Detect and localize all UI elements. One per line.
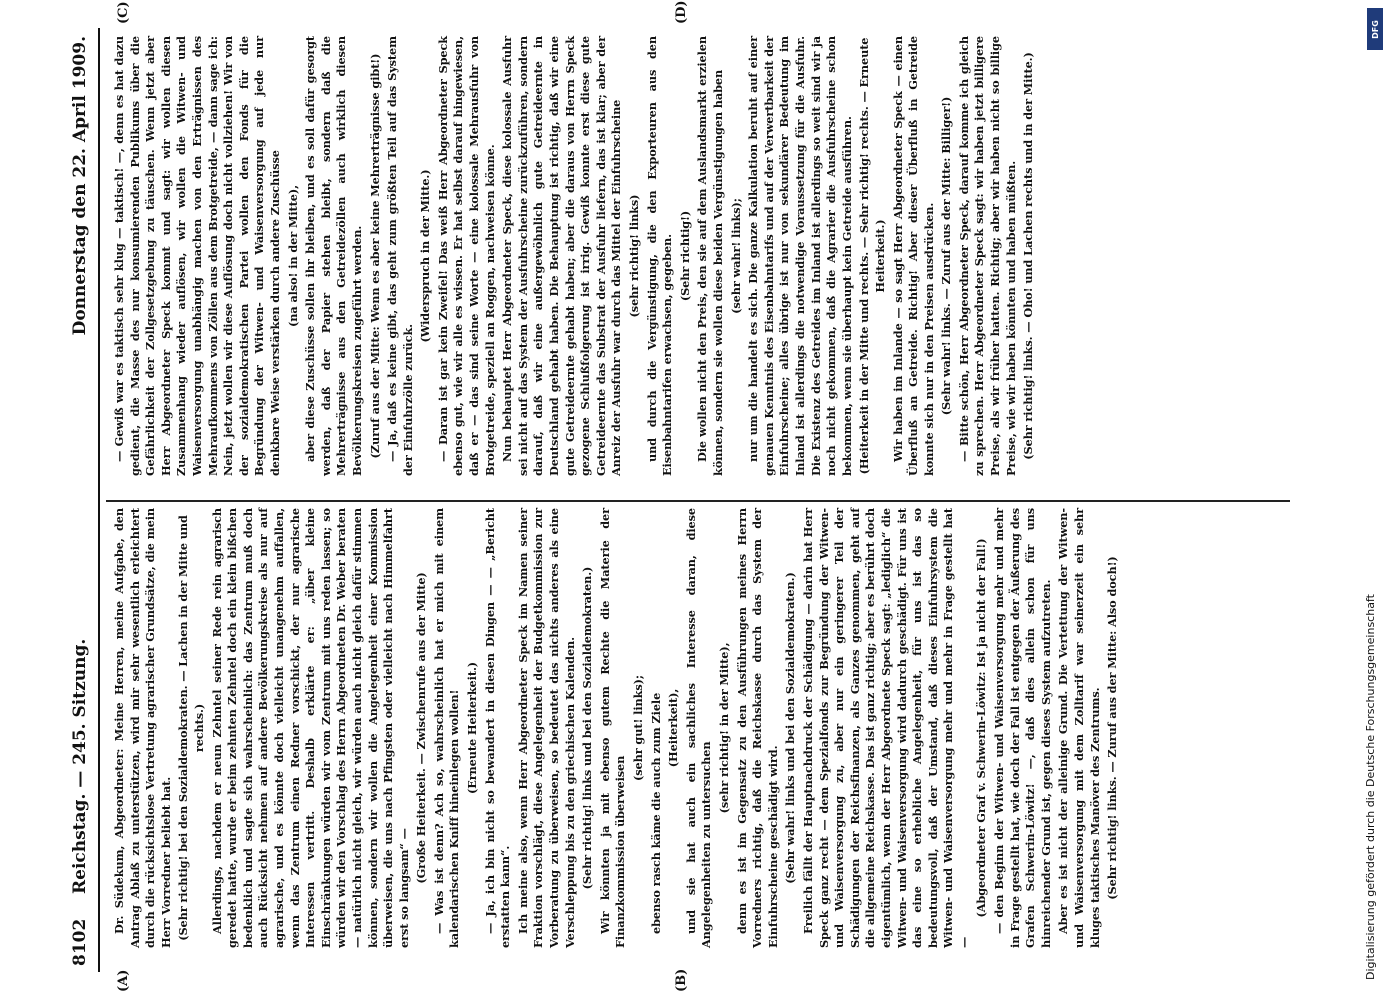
- paragraph: (sehr wahr! links);: [728, 198, 743, 314]
- paragraph: (Sehr wahr! links und bei den Sozialdemokraten.): [783, 572, 798, 884]
- paragraph: — Daran ist gar kein Zweifel! Das weiß Herr Abgeordneter Speck ebenso gut, wie wir alle es wissen. Er hat selbst darauf hingewiesen, daß er — das sind seine Worte — eine kolossale Mehrausfuhr von Brotgetreide, speziell an Roggen, nachweisen könne.: [435, 36, 497, 476]
- margin-mark-a: (A): [116, 969, 131, 992]
- header-rule: [98, 28, 100, 972]
- dfg-logo: [1367, 8, 1383, 50]
- paragraph: (sehr richtig! links): [627, 194, 641, 318]
- paragraph: (Widerspruch in der Mitte.): [418, 169, 433, 343]
- paragraph: (sehr richtig! in der Mitte),: [716, 642, 731, 814]
- paragraph: (na also! in der Mitte),: [285, 185, 300, 327]
- right-column: [112, 36, 1039, 476]
- paragraph: Wir könnten ja mit ebenso gutem Rechte die Materie der Finanzkommission überweisen: [597, 508, 628, 948]
- paragraph: ebenso rasch käme die auch zum Ziele: [648, 692, 663, 934]
- paragraph: (Abgeordneter Graf v. Schwerin-Löwitz: Ist ja nicht der Fall!): [974, 538, 989, 918]
- paragraph: — Was ist denn? Ach so, wahrscheinlich hat er mich mit einem kalendarischen Kniff hineinlegen wollen!: [431, 508, 462, 948]
- paragraph: denn es ist im Gegensatz zu den Ausführungen meines Herrn Vorredners richtig, daß die Reichskasse durch das System der Einfuhrscheine geschädigt wird.: [734, 508, 780, 948]
- paragraph: (Sehr richtig! bei den Sozialdemokraten. — Lachen in der Mitte und rechts.): [176, 515, 206, 941]
- paragraph: (Sehr richtig! links. — Zuruf aus der Mitte: Also doch!): [1105, 556, 1120, 900]
- paragraph: — Ja, daß es keine gibt, das geht zum größten Teil auf das System der Einfuhrzölle zurück.: [385, 36, 415, 476]
- paragraph: (Große Heiterkeit. — Zwischenrufe aus der Mitte): [414, 572, 429, 884]
- margin-mark-b: (B): [674, 968, 689, 992]
- margin-mark-d: (D): [674, 0, 689, 24]
- paragraph: — Ja, ich bin nicht so bewandert in diesen Dingen — — „Bericht erstatten kann“.: [482, 508, 513, 948]
- paragraph: — den Beginn der Witwen- und Waisenversorgung mehr und mehr in Frage gestellt hat, wie doch der Fall ist entgegen der Äußerung des Grafen Schwerin-Löwitz! —, daß dies allein schon für uns hinreichender Grund ist, gegen dieses System aufzutreten.: [992, 508, 1053, 948]
- credit-text: Digitalisierung gefördert durch die Deutsche Forschungsgemeinschaft: [1364, 594, 1377, 980]
- paragraph: nur um die handelt es sich. Die ganze Kalkulation beruht auf einer genauen Kenntnis des Eisenbahntarifs und auf der Verwertbarkeit der Einfuhrscheine; alles übrige ist nur von sekundärer Bedeutung im Inland ist allerdings die notwendige Voraussetzung für die Ausfuhr. Die Existenz des Getreides im Inland ist allerdings so weit sind wir ja noch nicht gekommen, daß die Agrarier die Ausfuhrscheine schon bekommen, wenn sie überhaupt kein Getreide ausführen.: [746, 36, 854, 476]
- paragraph: (Heiterkeit in der Mitte und rechts. — Sehr richtig! rechts. — Erneute Heiterkeit.): [857, 37, 887, 475]
- paragraph: (Heiterkeit),: [666, 688, 681, 768]
- paragraph: Wir haben im Inlande — so sagt Herr Abgeordneter Speck — einen Überfluß an Getreide. Richtig! Aber dieser Überfluß in Getreide konnte sich nur in den Preisen ausdrücken.: [890, 36, 936, 476]
- paragraph: und sie hat auch ein sachliches Interesse daran, diese Angelegenheiten zu untersuchen: [683, 508, 714, 948]
- paragraph: (Sehr richtig! links. — Oho! und Lachen rechts und in der Mitte.): [1021, 52, 1036, 460]
- page-number: 8102: [70, 918, 90, 966]
- header-right-title: Donnerstag den 22. April 1909.: [70, 36, 90, 336]
- paragraph: aber diese Zuschüsse sollen ihr bleiben, und es soll dafür gesorgt werden, daß der Papier stehen bleibt, sondern daß die Mehrerträgnisse aus den Getreidezöllen auch wirklich diesen Bevölkerungskreisen zugeführt werden.: [303, 36, 364, 476]
- paragraph: (Sehr richtig! links und bei den Sozialdemokraten.): [580, 566, 595, 890]
- digitization-credit: [1360, 0, 1380, 1000]
- paragraph: — Bitte schön, Herr Abgeordneter Speck, darauf komme ich gleich zu sprechen. Herr Abgeordneter Speck sagt: wir haben jetzt billigere Preise, als wir früher hatten. Richtig; aber wir haben nicht so billige Preise, wie wir haben könnten und haben müßten.: [956, 36, 1018, 476]
- margin-mark-c: (C): [116, 1, 131, 24]
- paragraph: (Erneute Heiterkeit.): [465, 661, 480, 795]
- paragraph: Die wollen nicht den Preis, den sie auf dem Auslandsmarkt erzielen können, sondern sie wollen diese beiden Vergünstigungen haben: [695, 36, 725, 476]
- paragraph: Dr. Südekum, Abgeordneter: Meine Herren, meine Aufgabe, den Antrag Ablaß zu unterstützen, wird mir sehr wesentlich erleichtert durch die rücksichtslose Vertretung agrarischer Grundsätze, die mein Herr Vorredner beliebt hat.: [112, 508, 173, 948]
- header-left-title: Reichstag. — 245. Sitzung.: [70, 638, 90, 894]
- paragraph: Freilich fällt der Hauptnachdruck der Schädigung — darin hat Herr Speck ganz recht — dem Spezialfonds zur Begründung der Witwen- und Waisenversorgung zu, aber nur ein geringerer Teil der Schädigungen der Reichsfinanzen, als Ganzes genommen, geht auf die allgemeine Reichskasse. Das ist ganz richtig; aber es berührt doch eigentümlich, wenn der Herr Abgeordnete Speck sagt: „lediglich“ die Witwen- und Waisenversorgung wird dadurch geschädigt. Für uns ist das eine so erhebliche Angelegenheit, für uns ist das so bedeutungsvoll, daß der Umstand, daß dieses Einfuhrsystem die Witwen- und Waisenversorgung mehr und mehr in Frage gestellt hat —: [800, 507, 971, 948]
- paragraph: (sehr gut! links);: [631, 675, 645, 781]
- left-column: [112, 508, 1123, 948]
- paragraph: Ich meine also, wenn Herr Abgeordneter Speck im Namen seiner Fraktion vorschlägt, diese Angelegenheit der Budgetkommission zur Vorberatung zu überweisen, so bedeutet das nichts anderes als eine Verschleppung bis zu den griechischen Kalenden.: [515, 508, 577, 948]
- document-scan: [62, 0, 1312, 992]
- paragraph: (Sehr wahr! links. — Zuruf aus der Mitte: Billiger!): [939, 96, 954, 416]
- paragraph: (Sehr richtig!): [677, 210, 692, 302]
- paragraph: — Gewiß war es taktisch sehr klug — taktisch! —, denn es hat dazu gedient, die Masse des nur konsumierenden Publikums über die Gefährlichkeit der Zollgesetzgebung zu täuschen. Wenn jetzt aber Herr Abgeordneter Speck kommt und sagt: wir wollen diesen Zusammenhang wieder auflösen, wir wollen die Witwen- und Waisenversorgung unabhängig machen von den Erträgnissen des Mehraufkommens von Zöllen aus dem Brotgetreide, — dann sage ich: Nein, jetzt wollen wir diese Auflösung doch nicht vollziehen! Wir von der sozialdemokratischen Partei wollen den Fonds für die Begründung der Witwen- und Waisenversorgung auf jede nur denkbare Weise verstärken durch andere Zuschüsse: [112, 36, 282, 476]
- paragraph: und durch die Vergünstigung, die den Exporteuren aus den Eisenbahntarifen erwachsen, gegeben.: [644, 36, 675, 476]
- paragraph: Allerdings, nachdem er neun Zehntel seiner Rede rein agrarisch geredet hatte, wurde er beim zehnten Zehntel doch ein klein bißchen bedenklich und sagte sich wahrscheinlich: das Zentrum muß doch auch Rücksicht nehmen auf andere Bevölkerungskreise als nur auf agrarische, und es könnte doch vielleicht unangenehm auffallen, wenn das Zentrum einen Redner vorschickt, der nur agrarische Interessen vertritt. Deshalb erklärte er: „über kleine Einschränkungen würden wir vom Zentrum mit uns reden lassen; so würden wir den Vorschlag des Herrn Abgeordneten Dr. Weber beraten — natürlich nicht gleich, wir würden auch nicht gleich dafür stimmen können, sondern wir wollen die Angelegenheit einer Kommission überweisen, die uns nach Pfingsten oder vielleicht nach Himmelfahrt erst so langsam“ —: [209, 508, 411, 948]
- paragraph: (Zuruf aus der Mitte: Wenn es aber keine Mehrerträgnisse gibt!): [367, 53, 382, 459]
- paragraph: Nun behauptet Herr Abgeordneter Speck, diese kolossale Ausfuhr sei nicht auf das System der Ausfuhrscheine zurückzuführen, sondern darauf, daß wir eine außergewöhnlich gute Getreideernte in Deutschland gehabt haben. Die Behauptung ist richtig, daß wir eine gute Getreideernte gehabt haben; aber die daraus von Herrn Speck gezogene Schlußfolgerung ist irrig. Gewiß konnte erst diese gute Getreideernte das Substrat der Ausfuhr liefern, das ist klar; aber der Anreiz der Ausfuhr war durch das Mittel der Einfuhrscheine: [500, 36, 624, 476]
- page-header: [70, 28, 94, 972]
- column-divider: [106, 501, 1290, 503]
- paragraph: Aber es ist nicht der alleinige Grund. Die Vertettung der Witwen- und Waisenversorgung mit dem Zolltarif war seinerzeit ein sehr kluges taktisches Manöver des Zentrums.: [1056, 508, 1102, 948]
- dfg-logo-text: DFG: [1370, 19, 1380, 39]
